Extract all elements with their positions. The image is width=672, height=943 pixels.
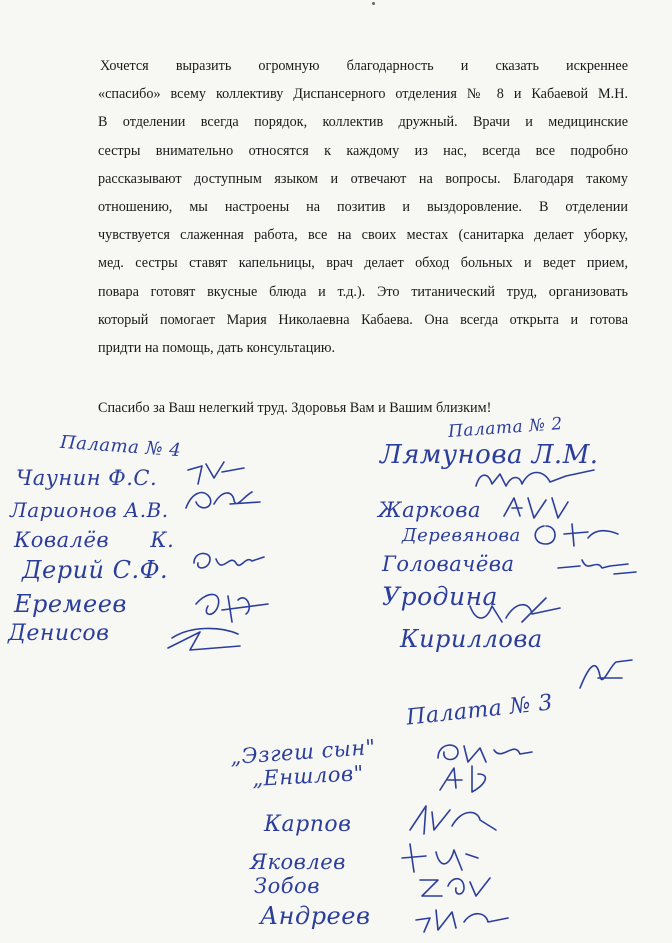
ward-2-name: Кириллова: [400, 625, 543, 653]
ward-3-name: Зобов: [254, 874, 320, 898]
letter-line: В отделении всегда порядок, коллектив дружный. Врачи и медицинские: [98, 114, 628, 131]
letter-line: придти на помощь, дать консультацию.: [98, 340, 336, 357]
signature-mark: [528, 516, 624, 550]
signature-mark: [188, 586, 272, 626]
signature-mark: [570, 648, 640, 696]
letter-line: рассказывают доступным языком и отвечают на вопросы. Благодаря такому: [98, 170, 628, 187]
signature-mark: [160, 622, 246, 656]
ward-2-name: Уродина: [382, 582, 498, 611]
signature-mark: [470, 460, 600, 496]
signature-mark: [400, 800, 504, 840]
ward-2-name: Жаркова: [378, 498, 481, 522]
ward-3-name: Карпов: [264, 812, 352, 837]
ward-4-name: Чаунин Ф.С.: [16, 466, 158, 490]
punch-mark: [372, 2, 375, 5]
ward-4-name: Ларионов А.В.: [10, 498, 169, 522]
ward-2-name: Головачёва: [382, 552, 515, 576]
ward-4-name: Ковалёв К.: [14, 528, 175, 552]
ward-2-heading: Палата № 2: [447, 414, 564, 442]
signature-mark: [552, 550, 642, 580]
ward-3-name: „Эзгеш сын": [229, 734, 377, 770]
ward-3-name: Андреев: [260, 902, 371, 930]
closing-line: Спасибо за Ваш нелегкий труд. Здоровья Вам и Вашим близким!: [98, 400, 492, 416]
ward-4-name: Еремеев: [14, 590, 127, 618]
ward-2-name: Деревянова: [402, 525, 521, 546]
ward-3-heading: Палата № 3: [405, 690, 555, 731]
ward-4-name: Денисов: [8, 621, 110, 646]
ward-2-name: Лямунова Л.М.: [380, 440, 599, 470]
signature-mark: [462, 592, 572, 632]
letter-line: который помогает Мария Николаевна Кабаева. Она всегда открыта и готова: [98, 311, 628, 328]
ward-3-name: Яковлев: [250, 850, 346, 874]
letter-line: мед. сестры ставят капельницы, врач делает обход больных и ведет прием,: [98, 255, 628, 272]
letter-line: сестры внимательно относятся к каждому из нас, всегда все подробно: [98, 142, 628, 159]
letter-body: [98, 52, 628, 362]
ward-4-name: Дерий С.Ф.: [22, 556, 169, 584]
signature-mark: [432, 762, 502, 796]
letter-line: отношению, мы настроены на позитив и выздоровление. В отделении: [98, 199, 628, 216]
letter-line: чувствуется слаженная работа, все на своих местах (санитарка делает уборку,: [98, 227, 628, 244]
signature-mark: [408, 900, 518, 938]
letter-line: Хочется выразить огромную благодарность и сказать искреннее: [100, 58, 628, 74]
signature-mark: [180, 482, 264, 516]
signature-mark: [188, 545, 268, 579]
signature-mark: [412, 868, 502, 900]
ward-4-heading: Палата № 4: [59, 431, 182, 462]
letter-line: повара готовят вкусные блюда и т.д.). Это титанический труд, организовать: [98, 283, 628, 300]
letter-line: «спасибо» всему коллективу Диспансерного отделения № 8 и Кабаевой М.Н.: [98, 86, 628, 103]
ward-3-name: „Еншлов": [251, 761, 365, 791]
